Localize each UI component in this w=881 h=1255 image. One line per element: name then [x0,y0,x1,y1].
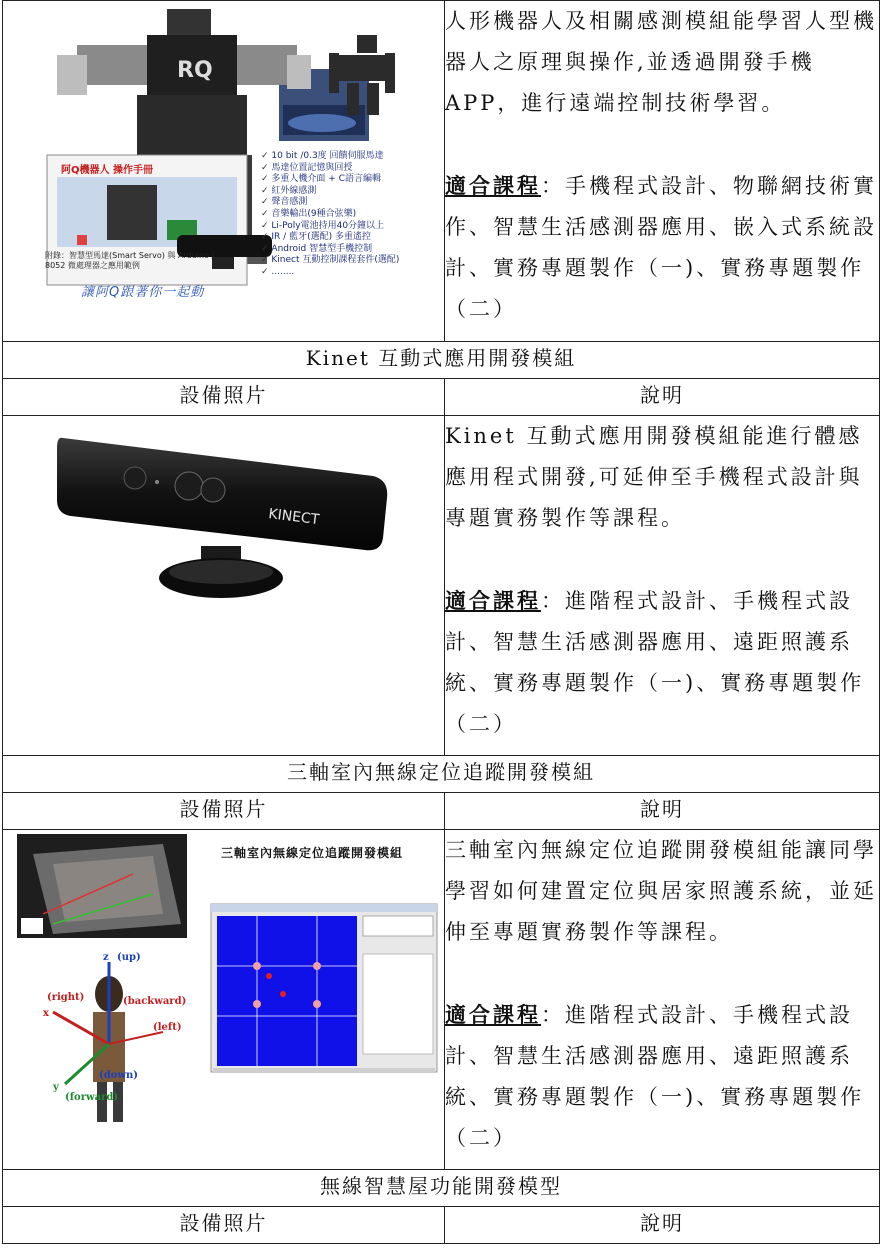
feature-item: ✓ 馬達位置記憶與回授 [261,163,399,175]
location-courses [445,994,879,1159]
equipment-table [2,0,880,1244]
axis-left-note: (left) [153,1022,182,1033]
kinect-desc-cell [445,416,880,756]
feature-item: ✓ 10 bit /0.3度 回饋伺服馬達 [261,151,399,163]
feature-item: ✓ 聲音感測 [261,197,399,209]
kinect-header-row [3,379,880,416]
location-header-row [3,793,880,830]
kinect-photo-cell [3,416,445,756]
kinect-description: Kinet 互動式應用開發模組能進行體感應用程式開發,可延伸至手機程式設計與專題實務製作等課程。 [445,424,863,530]
col-desc-header: 說明 [445,1207,880,1244]
feature-item: ✓ Kinect 互動控制課程套件(選配) [261,255,399,267]
robot-photo-cell [3,1,445,342]
course-label: 適合課程 [445,1002,541,1027]
feature-item: ✓ 多重人機介面 + C語言編輯 [261,174,399,186]
axis-backward-note: (backward) [123,996,187,1007]
course-label: 適合課程 [445,588,541,613]
course-label: 適合課程 [445,173,541,198]
course-list: ：進階程式設計、手機程式設計、智慧生活感測器應用、遠距照護系統、實務專題製作（一)、實務專題製作（二） [445,589,865,736]
kinect-courses [445,580,879,745]
feature-item: ✓ 紅外線感測 [261,186,399,198]
axis-y-note: (forward) [65,1092,119,1103]
kinect-brand: KINECT [267,506,321,529]
location-image-title: 三軸室內無線定位追蹤開發模組 [221,846,404,860]
location-photo-cell [3,830,445,1170]
robot-row [3,1,880,342]
course-list: ：手機程式設計、物聯網技術實作、智慧生活感測器應用、嵌入式系統設計、實務專題製作（一)、實務專題製作（二） [445,174,877,321]
location-section-title: 三軸室內無線定位追蹤開發模組 [3,756,880,793]
kinect-sensor-image [53,428,393,608]
kinect-section-title: Kinet 互動式應用開發模組 [3,342,880,379]
course-list: ：進階程式設計、手機程式設計、智慧生活感測器應用、遠距照護系統、實務專題製作（一)、實務專題製作（二） [445,1003,865,1150]
robot-slogan: 讓阿Q跟著你一起動 [81,285,205,300]
manual-footer: 附錄：智慧型馬達(Smart Servo) 與 Arduino / 8052 微處理器之應用範例 [45,251,215,270]
feature-item: ✓ Android 智慧型手機控制 [261,244,399,256]
col-photo-header: 設備照片 [3,379,445,416]
location-row [3,830,880,1170]
location-module-image [13,834,441,1134]
robot-desc-cell [445,1,880,342]
axis-y-label: y [53,1082,59,1093]
smarthouse-header-row [3,1207,880,1244]
axis-x-note: (right) [47,992,85,1003]
kinect-row [3,416,880,756]
smarthouse-section-title: 無線智慧屋功能開發模型 [3,1170,880,1207]
axis-x-label: x [43,1008,49,1019]
axis-z-label: z [103,952,109,963]
location-title-row [3,756,880,793]
axis-down-note: (down) [99,1070,139,1081]
col-photo-header: 設備照片 [3,793,445,830]
robot-courses [445,165,879,330]
feature-item: ✓ ........ [261,267,399,279]
axis-z-note: (up) [117,952,141,963]
col-photo-header: 設備照片 [3,1207,445,1244]
smarthouse-title-row [3,1170,880,1207]
feature-item: ✓ 音樂輸出(9種合弦樂) [261,209,399,221]
col-desc-header: 說明 [445,793,880,830]
feature-item: ✓ IR / 藍牙(選配) 多重遙控 [261,232,399,244]
location-desc-cell [445,830,880,1170]
robot-feature-list [261,151,399,279]
kinect-title-row [3,342,880,379]
col-desc-header: 說明 [445,379,880,416]
location-description: 三軸室內無線定位追蹤開發模組能讓同學學習如何建置定位與居家照護系統，並延伸至專題實務製作等課程。 [445,838,877,944]
svg-text:RQ: RQ [177,58,213,83]
robot-description: 人形機器人及相關感測模組能學習人型機器人之原理與操作,並透過開發手機 APP，進行遠端控制技術學習。 [445,9,877,115]
manual-title: 阿Q機器人 操作手冊 [61,165,153,176]
feature-item: ✓ Li-Poly電池持用40分鐘以上 [261,221,399,233]
